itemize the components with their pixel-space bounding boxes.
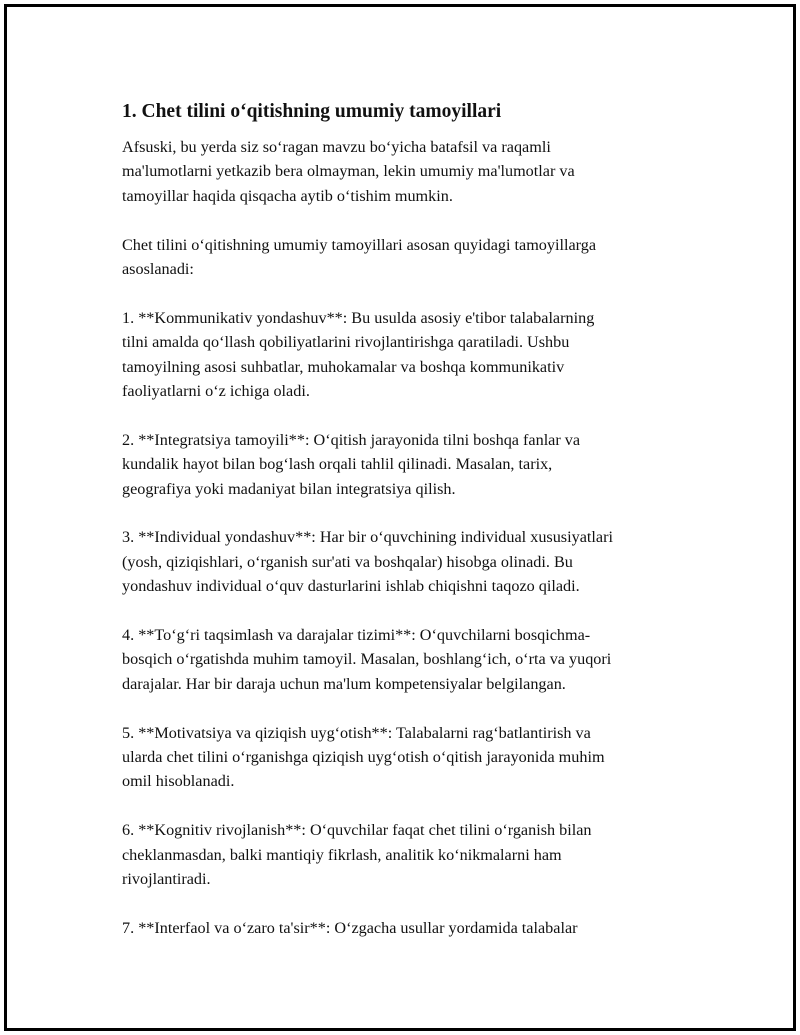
text-line: cheklanmasdan, balki mantiqiy fikrlash, analitik ko‘nikmalarni ham xyxy=(122,845,562,864)
text-line: Afsuski, bu yerda siz so‘ragan mavzu bo‘yicha batafsil va raqamli xyxy=(122,138,551,156)
principle-item-6 xyxy=(122,818,692,891)
principle-item-5 xyxy=(122,721,692,794)
text-line: 3. **Individual yondashuv**: Har bir o‘quvchining individual xususiyatlari xyxy=(122,528,613,547)
principle-item-2 xyxy=(122,428,692,501)
text-line: geografiya yoki madaniyat bilan integratsiya qilish. xyxy=(122,479,456,498)
principle-item-7 xyxy=(122,916,692,940)
text-line: ularda chet tilini o‘rganishga qiziqish uyg‘otish o‘qitish jarayonida muhim xyxy=(122,748,605,767)
page-frame xyxy=(4,4,796,1031)
intro-paragraph xyxy=(122,135,692,208)
text-line: kundalik hayot bilan bog‘lash orqali tahlil qilinadi. Masalan, tarix, xyxy=(122,455,553,474)
text-line: 7. **Interfaol va o‘zaro ta'sir**: O‘zgacha usullar yordamida talabalar xyxy=(122,918,578,937)
text-line: 1. **Kommunikativ yondashuv**: Bu usulda asosiy e'tibor talabalarning xyxy=(122,308,595,327)
text-line: 4. **To‘g‘ri taqsimlash va darajalar tizimi**: O‘quvchilarni bosqichma- xyxy=(122,626,591,645)
text-line: bosqich o‘rgatishda muhim tamoyil. Masalan, boshlang‘ich, o‘rta va yuqori xyxy=(122,650,612,669)
text-line: 5. **Motivatsiya va qiziqish uyg‘otish**: Talabalarni rag‘batlantirish va xyxy=(122,723,591,742)
principle-item-3 xyxy=(122,525,692,598)
text-line: (yosh, qiziqishlari, o‘rganish sur'ati va boshqalar) hisobga olinadi. Bu xyxy=(122,552,573,571)
text-line: rivojlantiradi. xyxy=(122,870,211,889)
text-line: 2. **Integratsiya tamoyili**: O‘qitish jarayonida tilni boshqa fanlar va xyxy=(122,430,581,449)
document-title: 1. Chet tilini o‘qitishning umumiy tamoyillari xyxy=(122,101,502,122)
principle-item-1 xyxy=(122,306,692,404)
text-line: 6. **Kognitiv rivojlanish**: O‘quvchilar faqat chet tilini o‘rganish bilan xyxy=(122,821,592,840)
text-line: tamoyilning asosi suhbatlar, muhokamalar va boshqa kommunikativ xyxy=(122,357,565,376)
document-body xyxy=(122,99,692,965)
text-line: tilni amalda qo‘llash qobiliyatlarini rivojlantirishga qaratiladi. Ushbu xyxy=(122,333,570,352)
text-line: asoslanadi: xyxy=(122,260,194,279)
text-line: faoliyatlarni o‘z ichiga oladi. xyxy=(122,382,310,401)
text-line: omil hisoblanadi. xyxy=(122,772,235,791)
text-line: tamoyillar haqida qisqacha aytib o‘tishim mumkin. xyxy=(122,186,453,205)
text-line: Chet tilini o‘qitishning umumiy tamoyillari asosan quyidagi tamoyillarga xyxy=(122,235,597,254)
principles-intro-paragraph xyxy=(122,233,692,282)
text-line: darajalar. Har bir daraja uchun ma'lum kompetensiyalar belgilangan. xyxy=(122,674,566,693)
text-line: yondashuv individual o‘quv dasturlarini ishlab chiqishni taqozo qiladi. xyxy=(122,577,580,596)
principle-item-4 xyxy=(122,623,692,696)
text-line: ma'lumotlarni yetkazib bera olmayman, lekin umumiy ma'lumotlar va xyxy=(122,162,575,181)
